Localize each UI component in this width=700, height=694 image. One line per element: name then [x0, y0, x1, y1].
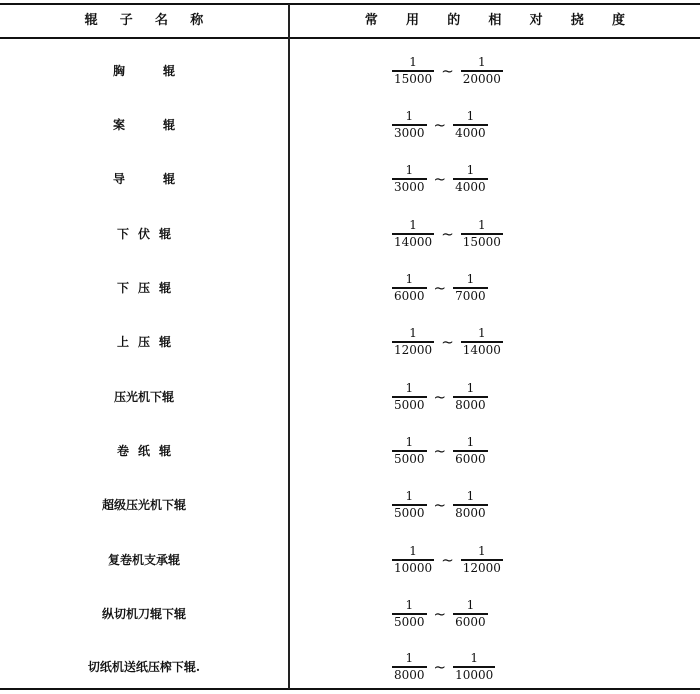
fraction-numerator: 1	[405, 272, 414, 287]
fraction	[392, 110, 427, 139]
fraction-denominator: 3000	[394, 179, 425, 194]
fraction-numerator: 1	[466, 109, 475, 124]
fraction-numerator: 1	[405, 651, 414, 666]
fraction-denominator: 6000	[394, 288, 425, 303]
fraction-denominator: 5000	[394, 451, 425, 466]
header-char: 相	[488, 13, 502, 28]
table-row	[0, 261, 700, 315]
fraction-denominator: 4000	[455, 179, 486, 194]
table-row	[0, 207, 700, 261]
table-row	[0, 98, 700, 152]
roll-name-text: 压光机下辊	[113, 390, 174, 404]
range-tilde: ~	[433, 279, 447, 297]
fraction-denominator: 8000	[455, 505, 486, 520]
fraction-denominator: 5000	[394, 505, 425, 520]
fraction-numerator: 1	[478, 544, 486, 559]
deflection-range	[392, 44, 503, 98]
fraction-numerator: 1	[405, 435, 414, 450]
range-tilde: ~	[441, 225, 454, 243]
fraction-numerator: 1	[405, 598, 414, 613]
roll-name-text: 伏	[137, 227, 150, 241]
roll-name-text: 辊	[159, 444, 172, 458]
table-row	[0, 370, 700, 424]
fraction-denominator: 5000	[394, 614, 425, 629]
fraction	[392, 56, 434, 85]
fraction-numerator: 1	[478, 55, 486, 70]
fraction-numerator: 1	[409, 218, 417, 233]
roll-name-text: 复卷机支承辊	[107, 553, 180, 567]
roll-name-text: 超级压光机下辊	[101, 498, 186, 512]
roll-name-text: 下	[116, 227, 129, 241]
fraction-denominator: 8000	[394, 667, 425, 682]
fraction-denominator: 20000	[462, 71, 501, 86]
fraction-denominator: 14000	[394, 234, 433, 249]
fraction-numerator: 1	[478, 218, 486, 233]
fraction	[453, 436, 488, 465]
fraction-denominator: 3000	[394, 125, 425, 140]
deflection-range	[392, 370, 488, 424]
roll-name	[0, 315, 288, 369]
fraction	[461, 219, 503, 248]
fraction-numerator: 1	[405, 381, 414, 396]
roll-name	[0, 98, 288, 152]
fraction-denominator: 15000	[394, 71, 433, 86]
fraction	[392, 327, 434, 356]
deflection-range	[392, 424, 488, 478]
roll-name-text: 辊	[163, 118, 176, 132]
range-tilde: ~	[433, 442, 447, 460]
roll-name	[0, 152, 288, 206]
fraction	[453, 273, 488, 302]
deflection-range	[392, 587, 488, 641]
table-row	[0, 478, 700, 532]
fraction-denominator: 4000	[455, 125, 486, 140]
fraction	[392, 490, 427, 519]
roll-name-text: 纸	[137, 444, 150, 458]
deflection-range	[392, 640, 495, 694]
fraction	[453, 382, 488, 411]
fraction-denominator: 15000	[462, 234, 501, 249]
fraction	[392, 219, 434, 248]
fraction	[392, 273, 427, 302]
header-char: 度	[612, 13, 626, 28]
fraction	[392, 382, 427, 411]
range-tilde: ~	[433, 388, 447, 406]
deflection-range	[392, 261, 488, 315]
header-roll-name	[0, 5, 288, 37]
fraction-denominator: 10000	[394, 560, 433, 575]
fraction-denominator: 14000	[462, 342, 501, 357]
header-char: 挠	[570, 13, 584, 28]
header-char: 用	[405, 13, 420, 28]
fraction-denominator: 12000	[394, 342, 433, 357]
table-row	[0, 640, 700, 694]
header-char: 名	[155, 13, 169, 28]
header-relative-deflection	[290, 5, 700, 37]
fraction-numerator: 1	[466, 435, 475, 450]
fraction	[461, 327, 503, 356]
range-tilde: ~	[433, 116, 447, 134]
fraction-denominator: 5000	[394, 397, 425, 412]
range-tilde: ~	[433, 658, 447, 676]
fraction-denominator: 10000	[455, 667, 494, 682]
roll-name-text: 切纸机送纸压榨下辊.	[87, 660, 201, 674]
deflection-range	[392, 533, 503, 587]
fraction-numerator: 1	[409, 326, 417, 341]
table-row	[0, 152, 700, 206]
fraction-numerator: 1	[466, 489, 475, 504]
deflection-range	[392, 152, 488, 206]
roll-name-text: 下	[116, 281, 129, 295]
roll-name	[0, 44, 288, 98]
fraction	[392, 652, 427, 681]
fraction-numerator: 1	[405, 163, 414, 178]
header-bottom-rule	[0, 37, 700, 39]
fraction	[392, 436, 427, 465]
fraction	[453, 164, 488, 193]
fraction-numerator: 1	[405, 109, 414, 124]
roll-name	[0, 261, 288, 315]
table-row	[0, 44, 700, 98]
fraction-numerator: 1	[478, 326, 486, 341]
roll-name-text: 辊	[163, 64, 176, 78]
fraction-numerator: 1	[466, 598, 475, 613]
header-char: 辊	[84, 13, 98, 28]
roll-name-text: 卷	[116, 444, 129, 458]
roll-name-text: 压	[137, 281, 150, 295]
table-row	[0, 315, 700, 369]
fraction	[461, 545, 503, 574]
fraction	[453, 652, 495, 681]
fraction	[392, 164, 427, 193]
roll-name-text: 案	[112, 118, 125, 132]
deflection-range	[392, 98, 488, 152]
roll-name-text: 辊	[159, 335, 172, 349]
fraction-denominator: 7000	[455, 288, 486, 303]
fraction-denominator: 6000	[455, 614, 486, 629]
roll-name	[0, 424, 288, 478]
roll-name-text: 辊	[159, 281, 172, 295]
fraction	[453, 490, 488, 519]
header-char: 对	[529, 13, 543, 28]
fraction-numerator: 1	[466, 272, 475, 287]
fraction-denominator: 8000	[455, 397, 486, 412]
range-tilde: ~	[433, 496, 447, 514]
range-tilde: ~	[441, 333, 454, 351]
header-char: 常	[364, 13, 378, 28]
deflection-range	[392, 478, 488, 532]
deflection-range	[392, 315, 503, 369]
fraction	[392, 545, 434, 574]
range-tilde: ~	[441, 62, 454, 80]
roll-name-text: 辊	[163, 172, 176, 186]
roll-name-text: 导	[112, 172, 125, 186]
fraction-numerator: 1	[409, 544, 417, 559]
roll-name	[0, 370, 288, 424]
fraction-numerator: 1	[405, 489, 414, 504]
fraction-numerator: 1	[409, 55, 417, 70]
fraction-denominator: 12000	[462, 560, 501, 575]
roll-name	[0, 207, 288, 261]
fraction	[392, 599, 427, 628]
header-char: 称	[190, 13, 204, 28]
fraction-numerator: 1	[466, 163, 475, 178]
range-tilde: ~	[433, 170, 447, 188]
range-tilde: ~	[433, 605, 447, 623]
table-row	[0, 587, 700, 641]
roll-name-text: 辊	[159, 227, 172, 241]
roll-name-text: 上	[116, 335, 129, 349]
roll-name	[0, 533, 288, 587]
roll-name	[0, 640, 288, 694]
table-row	[0, 424, 700, 478]
fraction-denominator: 6000	[455, 451, 486, 466]
table-row	[0, 533, 700, 587]
fraction-numerator: 1	[470, 651, 479, 666]
roll-name-text: 胸	[112, 64, 125, 78]
fraction	[453, 110, 488, 139]
roll-name	[0, 478, 288, 532]
roll-name-text: 压	[137, 335, 150, 349]
fraction	[453, 599, 488, 628]
roll-name-text: 纵切机刀辊下辊	[101, 607, 186, 621]
fraction-numerator: 1	[466, 381, 475, 396]
fraction	[461, 56, 503, 85]
header-char: 的	[447, 13, 461, 28]
header-char: 子	[119, 13, 133, 28]
deflection-range	[392, 207, 503, 261]
range-tilde: ~	[441, 551, 454, 569]
roll-name	[0, 587, 288, 641]
